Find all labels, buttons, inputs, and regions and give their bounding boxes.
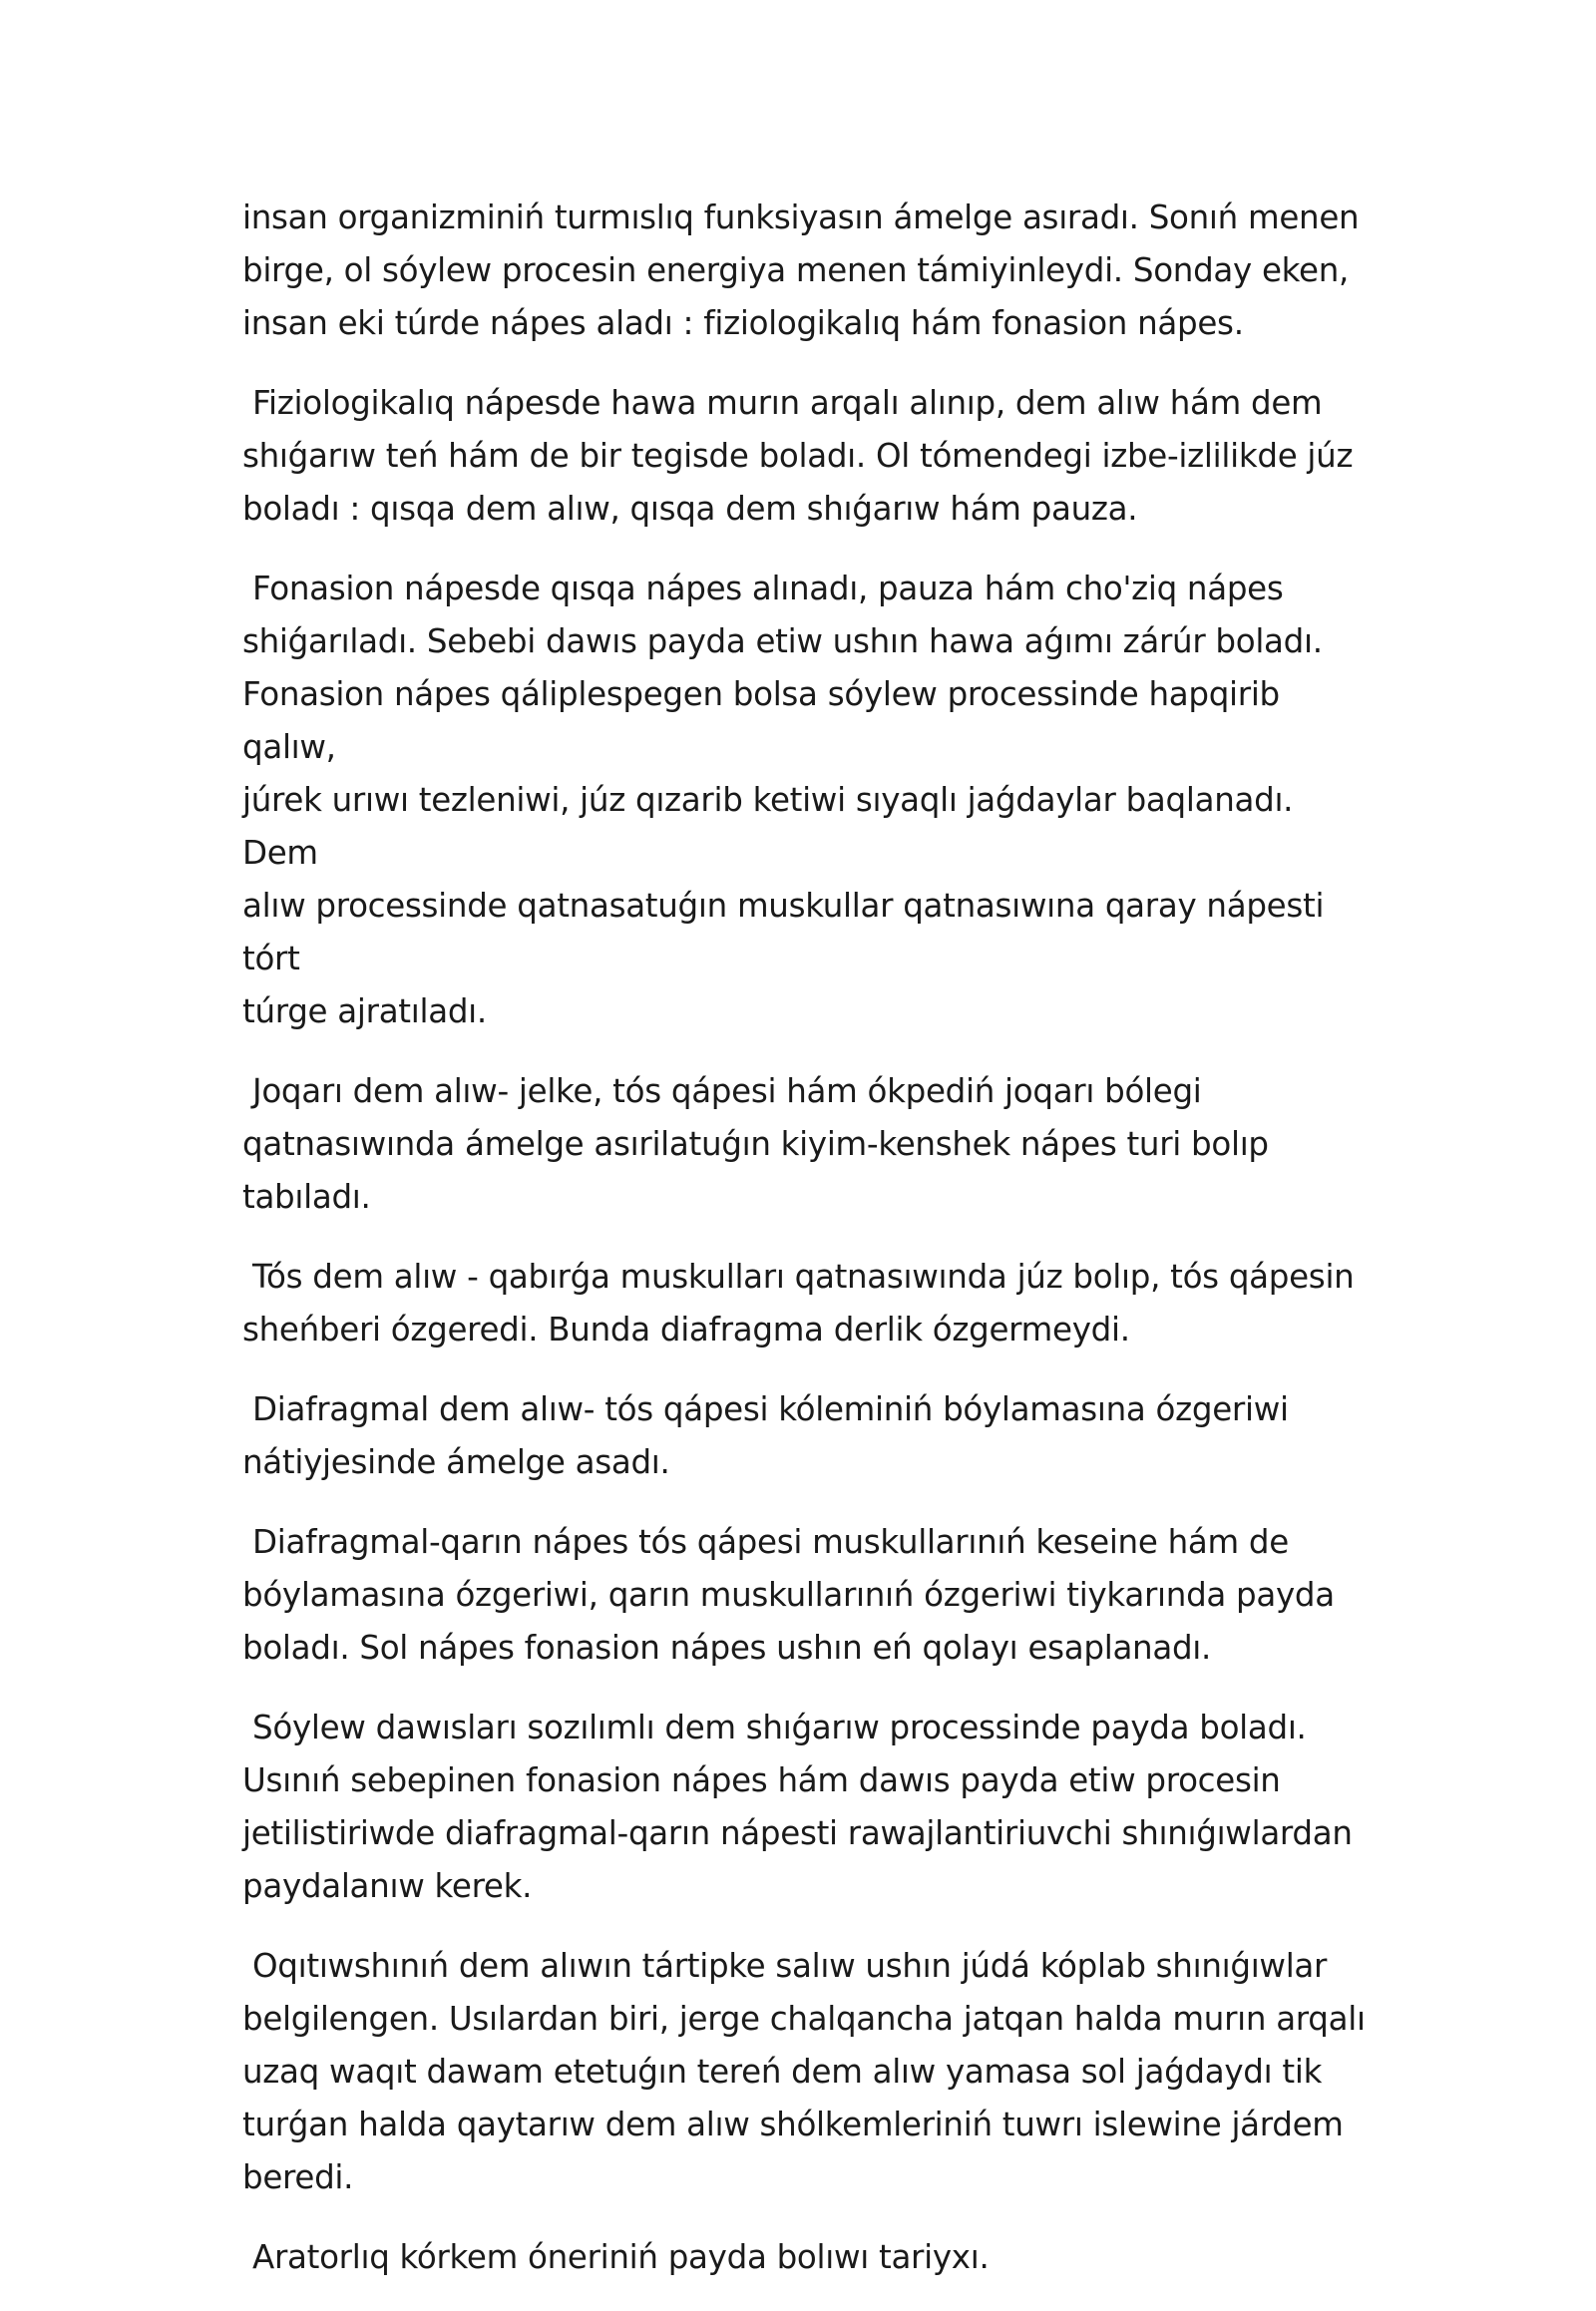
paragraph-10: Aratorlıq kórkem óneriniń payda bolıwı tariyxı.: [242, 2238, 990, 2276]
paragraph-2: Fiziologikalıq nápesde hawa murın arqalı alınıp, dem alıw hám dem shıǵarıw teń hám de bir tegisde boladı. Ol tómendegi izbe-izlilikde júz boladı : qısqa dem alıw, qısqa dem shıǵarıw hám pauza.: [242, 384, 1354, 528]
paragraph-1: insan organizminiń turmıslıq funksiyasın ámelge asıradı. Sonıń menen birge, ol sóylew procesin energiya menen támiyinleydi. Sonday eken, insan eki túrde nápes aladı : fiziologikalıq hám fonasion nápes.: [242, 198, 1360, 342]
paragraph-3: Fonasion nápesde qısqa nápes alınadı, pauza hám cho'ziq nápes shiǵarıladı. Sebebi dawıs payda etiw ushın hawa aǵımı zárúr boladı. Fonasion nápes qáliplespegen bolsa sóylew processinde hapqirib qalıw, júrek urıwı tezleniwi, júz qızarib ketiwi sıyaqlı jaǵdaylar baqlanadı. Dem alıw processinde qatnasatuǵın muskullar qatnasıwına qaray nápesti tórt túrge ajratıladı.: [242, 570, 1325, 1030]
document-page: [242, 192, 1370, 2311]
paragraph-5: Tós dem alıw - qabırǵa muskulları qatnasıwında júz bolıp, tós qápesin sheńberi ózgeredi. Bunda diafragma derlik ózgermeydi.: [242, 1258, 1355, 1348]
paragraph-6: Diafragmal dem alıw- tós qápesi kóleminiń bóylamasına ózgeriwi nátiyjesinde ámelge asadı.: [242, 1390, 1289, 1481]
paragraph-8: Sóylew dawısları sozılımlı dem shıǵarıw processinde payda boladı. Usınıń sebepinen fonasion nápes hám dawıs payda etiw procesin jetilistiriwde diafragmal-qarın nápesti rawajlantiriuvchi shınıǵıwlardan paydalanıw kerek.: [242, 1709, 1353, 1905]
paragraph-9: Oqıtıwshınıń dem alıwın tártipke salıw ushın júdá kóplab shınıǵıwlar belgilengen. Usılardan biri, jerge chalqancha jatqan halda murın arqalı uzaq waqıt dawam etetuǵın tereń dem alıw yamasa sol jaǵdaydı tik turǵan halda qaytarıw dem alıw shólkemleriniń tuwrı islewine járdem beredi.: [242, 1947, 1366, 2196]
paragraph-4: Joqarı dem alıw- jelke, tós qápesi hám ókpediń joqarı bólegi qatnasıwında ámelge asırilatuǵın kiyim-kenshek nápes turi bolıp tabıladı.: [242, 1072, 1269, 1216]
paragraph-7: Diafragmal-qarın nápes tós qápesi muskullarınıń keseine hám de bóylamasına ózgeriwi, qarın muskullarınıń ózgeriwi tiykarında payda boladı. Sol nápes fonasion nápes ushın eń qolayı esaplanadı.: [242, 1523, 1335, 1667]
